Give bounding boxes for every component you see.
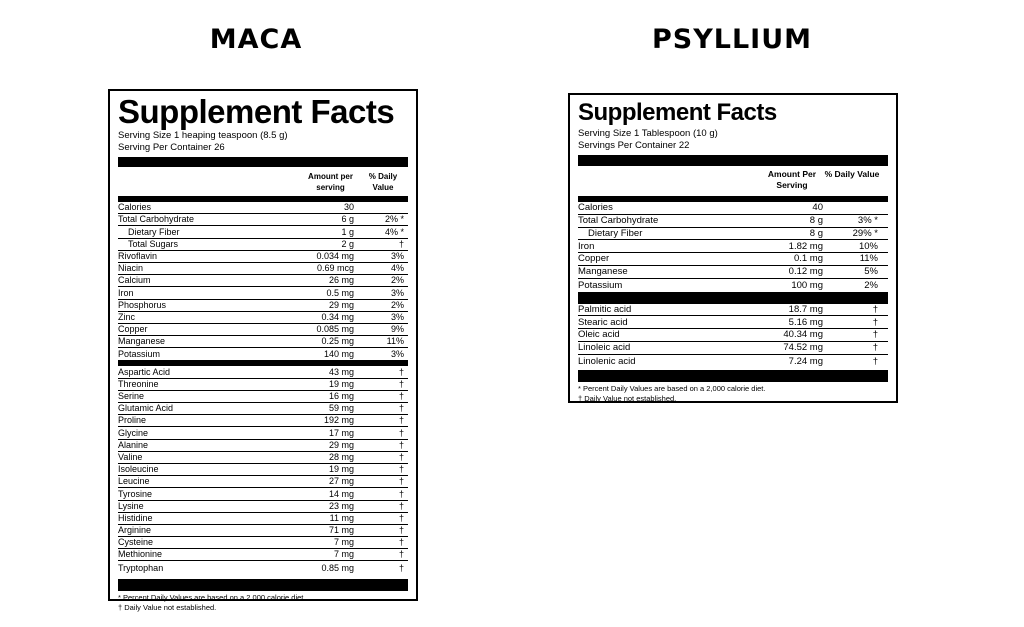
nutrient-name: Glutamic Acid xyxy=(118,403,174,414)
nutrient-amount: 8 g xyxy=(809,227,823,239)
nutrient-row xyxy=(118,561,408,573)
nutrient-name: Threonine xyxy=(118,378,159,389)
nutrient-name: Zinc xyxy=(118,311,136,322)
servings-per-container: Serving Per Container 26 xyxy=(118,142,225,153)
nutrient-row xyxy=(118,488,408,500)
nutrient-amount: 0.69 mcg xyxy=(316,263,354,274)
nutrient-name: Palmitic acid xyxy=(578,303,632,315)
nutrient-name: Histidine xyxy=(118,512,153,523)
nutrient-name: Manganese xyxy=(578,266,628,278)
nutrient-name: Copper xyxy=(578,253,610,265)
footnote-daily-values: * Percent Daily Values are based on a 2,000 calorie diet. xyxy=(118,592,306,602)
nutrient-daily-value: 3% xyxy=(390,287,404,298)
nutrient-row xyxy=(578,215,888,228)
nutrient-name: Tryptophan xyxy=(118,562,164,573)
nutrient-daily-value: 10% xyxy=(858,240,878,252)
nutrient-daily-value: 3% xyxy=(390,250,404,261)
nutrient-daily-value: 29% * xyxy=(852,227,878,239)
nutrient-amount: 8 g xyxy=(809,215,823,227)
nutrient-name: Total Carbohydrate xyxy=(578,215,659,227)
nutrient-row xyxy=(118,464,408,476)
nutrient-daily-value: † xyxy=(398,464,404,475)
nutrient-name: Niacin xyxy=(118,263,144,274)
nutrient-row xyxy=(578,279,888,292)
fatty-acid-list xyxy=(578,304,888,368)
nutrient-name: Tyrosine xyxy=(118,488,153,499)
nutrient-amount: 0.85 mg xyxy=(321,562,354,573)
nutrient-name: Manganese xyxy=(118,336,166,347)
nutrient-daily-value: † xyxy=(398,488,404,499)
nutrient-daily-value: 3% * xyxy=(857,215,878,227)
nutrient-amount: 100 mg xyxy=(791,280,823,292)
nutrient-row xyxy=(118,263,408,275)
nutrient-amount: 0.5 mg xyxy=(326,287,354,298)
nutrient-daily-value: 3% xyxy=(390,349,404,360)
maca-supplement-facts-label xyxy=(108,89,418,612)
serving-size: Serving Size 1 Tablespoon (10 g) xyxy=(578,128,718,139)
footnote-daily-values: * Percent Daily Values are based on a 2,000 calorie diet. xyxy=(578,383,766,393)
nutrient-daily-value: † xyxy=(872,316,878,328)
nutrient-amount: 19 mg xyxy=(328,464,354,475)
nutrient-row xyxy=(578,342,888,355)
nutrient-row xyxy=(118,501,408,513)
nutrient-row xyxy=(118,549,408,561)
nutrient-amount: 40 xyxy=(812,202,823,214)
nutrient-name: Valine xyxy=(118,451,143,462)
nutrient-name: Dietary Fiber xyxy=(128,226,180,237)
amount-per-serving-header: Amount per serving xyxy=(308,172,353,192)
nutrient-daily-value: 5% xyxy=(864,266,878,278)
nutrient-row xyxy=(118,348,408,360)
nutrient-row xyxy=(578,304,888,317)
nutrient-name: Linoleic acid xyxy=(578,342,631,354)
nutrient-row xyxy=(118,239,408,251)
nutrient-row xyxy=(578,240,888,253)
nutrient-daily-value: † xyxy=(872,342,878,354)
nutrient-daily-value: 3% xyxy=(390,311,404,322)
nutrient-name: Cysteine xyxy=(118,537,154,548)
nutrient-amount: 7.24 mg xyxy=(788,356,823,368)
nutrient-row xyxy=(578,329,888,342)
nutrient-name: Glycine xyxy=(118,427,149,438)
thick-divider xyxy=(578,292,888,304)
nutrient-amount: 5.16 mg xyxy=(788,316,823,328)
nutrient-row xyxy=(118,226,408,238)
nutrient-daily-value: † xyxy=(398,525,404,536)
nutrient-name: Oleic acid xyxy=(578,329,620,341)
nutrient-row xyxy=(118,476,408,488)
nutrient-amount: 40.34 mg xyxy=(783,329,823,341)
nutrient-row xyxy=(118,440,408,452)
nutrient-daily-value: † xyxy=(398,512,404,523)
nutrient-daily-value: 2% * xyxy=(384,214,404,225)
nutrient-amount: 30 xyxy=(343,202,354,213)
nutrient-amount: 71 mg xyxy=(328,525,354,536)
nutrient-row xyxy=(118,427,408,439)
nutrient-amount: 1.82 mg xyxy=(788,240,823,252)
nutrient-row xyxy=(118,287,408,299)
nutrient-amount: 23 mg xyxy=(328,500,354,511)
nutrient-daily-value: † xyxy=(398,366,404,377)
nutrient-name: Iron xyxy=(578,240,595,252)
footnote-not-established: † Daily Value not established. xyxy=(578,393,677,403)
nutrient-name: Copper xyxy=(118,324,148,335)
nutrient-row xyxy=(578,266,888,279)
nutrient-amount: 1 g xyxy=(341,226,354,237)
nutrient-amount: 28 mg xyxy=(328,451,354,462)
nutrient-daily-value: † xyxy=(398,238,404,249)
nutrient-amount: 27 mg xyxy=(328,476,354,487)
nutrient-name: Arginine xyxy=(118,525,152,536)
nutrient-name: Linolenic acid xyxy=(578,356,636,368)
nutrient-row xyxy=(578,253,888,266)
nutrient-amount: 14 mg xyxy=(328,488,354,499)
nutrient-amount: 0.1 mg xyxy=(793,253,823,265)
nutrient-daily-value: 4% xyxy=(390,263,404,274)
nutrient-daily-value: † xyxy=(398,439,404,450)
nutrient-amount: 2 g xyxy=(341,238,354,249)
nutrient-name: Leucine xyxy=(118,476,150,487)
nutrient-name: Phosphorus xyxy=(118,299,167,310)
nutrient-name: Iron xyxy=(118,287,134,298)
nutrient-daily-value: † xyxy=(398,391,404,401)
nutrient-row xyxy=(118,415,408,427)
nutrient-row xyxy=(578,316,888,329)
nutrient-amount: 19 mg xyxy=(328,378,354,389)
nutrient-daily-value: † xyxy=(398,476,404,487)
nutrient-amount: 7 mg xyxy=(333,537,354,548)
daily-value-header: % Daily Value xyxy=(824,169,880,179)
nutrient-name: Rivoflavin xyxy=(118,250,158,261)
nutrient-amount: 0.034 mg xyxy=(316,250,354,261)
nutrient-name: Dietary Fiber xyxy=(588,227,643,239)
nutrient-amount: 11 mg xyxy=(329,512,354,523)
nutrient-name: Calories xyxy=(578,202,613,214)
nutrient-amount: 0.34 mg xyxy=(321,311,354,322)
nutrient-amount: 16 mg xyxy=(328,391,354,401)
nutrient-daily-value: 11% xyxy=(859,253,878,265)
nutrient-name: Calories xyxy=(118,202,152,213)
nutrient-daily-value: 11% xyxy=(386,336,404,347)
nutrient-name: Methionine xyxy=(118,549,163,560)
nutrient-amount: 6 g xyxy=(341,214,354,225)
nutrient-list xyxy=(578,202,888,292)
nutrient-daily-value: † xyxy=(398,500,404,511)
nutrient-name: Isoleucine xyxy=(118,464,159,475)
nutrient-name: Potassium xyxy=(578,280,623,292)
nutrient-daily-value: † xyxy=(872,329,878,341)
nutrient-row xyxy=(118,525,408,537)
nutrient-amount: 29 mg xyxy=(328,299,354,310)
nutrient-name: Aspartic Acid xyxy=(118,366,171,377)
nutrient-row xyxy=(578,202,888,215)
nutrient-row xyxy=(578,228,888,241)
daily-value-header: % Daily Value xyxy=(368,172,398,192)
nutrient-daily-value: 2% xyxy=(390,275,404,286)
nutrient-row xyxy=(118,513,408,525)
nutrient-amount: 43 mg xyxy=(328,366,354,377)
nutrient-amount: 26 mg xyxy=(328,275,354,286)
thick-divider xyxy=(578,370,888,382)
nutrient-amount: 18.7 mg xyxy=(788,303,823,315)
nutrient-daily-value: 2% xyxy=(864,280,878,292)
nutrient-name: Stearic acid xyxy=(578,316,628,328)
nutrient-row xyxy=(118,379,408,391)
nutrient-daily-value: † xyxy=(398,415,404,426)
nutrient-amount: 140 mg xyxy=(323,349,354,360)
nutrient-daily-value: † xyxy=(872,303,878,315)
nutrient-amount: 192 mg xyxy=(323,415,354,426)
nutrient-daily-value: † xyxy=(872,356,878,368)
thick-divider xyxy=(118,157,408,167)
nutrient-daily-value: † xyxy=(398,427,404,438)
nutrient-name: Lysine xyxy=(118,500,144,511)
nutrient-daily-value: † xyxy=(398,537,404,548)
nutrient-row xyxy=(118,336,408,348)
nutrient-row xyxy=(118,403,408,415)
nutrient-row xyxy=(118,275,408,287)
nutrient-daily-value: 9% xyxy=(390,324,404,335)
nutrient-row xyxy=(118,214,408,226)
nutrient-amount: 59 mg xyxy=(328,403,354,414)
nutrient-amount: 0.12 mg xyxy=(788,266,823,278)
nutrient-name: Calcium xyxy=(118,275,151,286)
nutrient-amount: 17 mg xyxy=(328,427,354,438)
nutrient-amount: 0.085 mg xyxy=(316,324,354,335)
nutrient-name: Serine xyxy=(118,391,145,401)
nutrient-row xyxy=(118,300,408,312)
column-header xyxy=(578,169,888,193)
nutrient-amount: 74.52 mg xyxy=(783,342,823,354)
psyllium-heading: PSYLLIUM xyxy=(651,24,813,55)
footnote-not-established: † Daily Value not established. xyxy=(118,602,217,612)
nutrient-row xyxy=(118,202,408,214)
nutrient-list xyxy=(118,202,408,360)
column-header xyxy=(118,171,408,194)
maca-heading: MACA xyxy=(209,24,303,55)
servings-per-container: Servings Per Container 22 xyxy=(578,140,690,151)
nutrient-row xyxy=(118,366,408,378)
serving-size: Serving Size 1 heaping teaspoon (8.5 g) xyxy=(118,130,288,141)
nutrient-name: Potassium xyxy=(118,349,161,360)
nutrient-amount: 7 mg xyxy=(333,549,354,560)
nutrient-row xyxy=(118,391,408,403)
amino-acid-list xyxy=(118,366,408,573)
nutrient-daily-value: † xyxy=(398,451,404,462)
nutrient-daily-value: † xyxy=(398,378,404,389)
psyllium-supplement-facts-label xyxy=(568,93,898,403)
nutrient-row xyxy=(578,355,888,368)
nutrient-amount: 0.25 mg xyxy=(321,336,354,347)
nutrient-daily-value: † xyxy=(398,549,404,560)
amount-per-serving-header: Amount Per Serving xyxy=(767,169,817,190)
nutrient-row xyxy=(118,251,408,263)
thick-divider xyxy=(578,155,888,166)
label-title: Supplement Facts xyxy=(578,99,777,126)
nutrient-row xyxy=(118,452,408,464)
nutrient-row xyxy=(118,324,408,336)
nutrient-name: Proline xyxy=(118,415,147,426)
nutrient-row xyxy=(118,312,408,324)
nutrient-daily-value: † xyxy=(398,403,404,414)
nutrient-name: Total Carbohydrate xyxy=(118,214,195,225)
nutrient-daily-value: † xyxy=(398,562,404,573)
nutrient-amount: 29 mg xyxy=(328,439,354,450)
label-title: Supplement Facts xyxy=(118,93,395,130)
nutrient-daily-value: 4% * xyxy=(384,226,404,237)
nutrient-row xyxy=(118,537,408,549)
nutrient-name: Alanine xyxy=(118,439,149,450)
nutrient-daily-value: 2% xyxy=(390,299,404,310)
nutrient-name: Total Sugars xyxy=(128,238,179,249)
thick-divider xyxy=(118,579,408,591)
